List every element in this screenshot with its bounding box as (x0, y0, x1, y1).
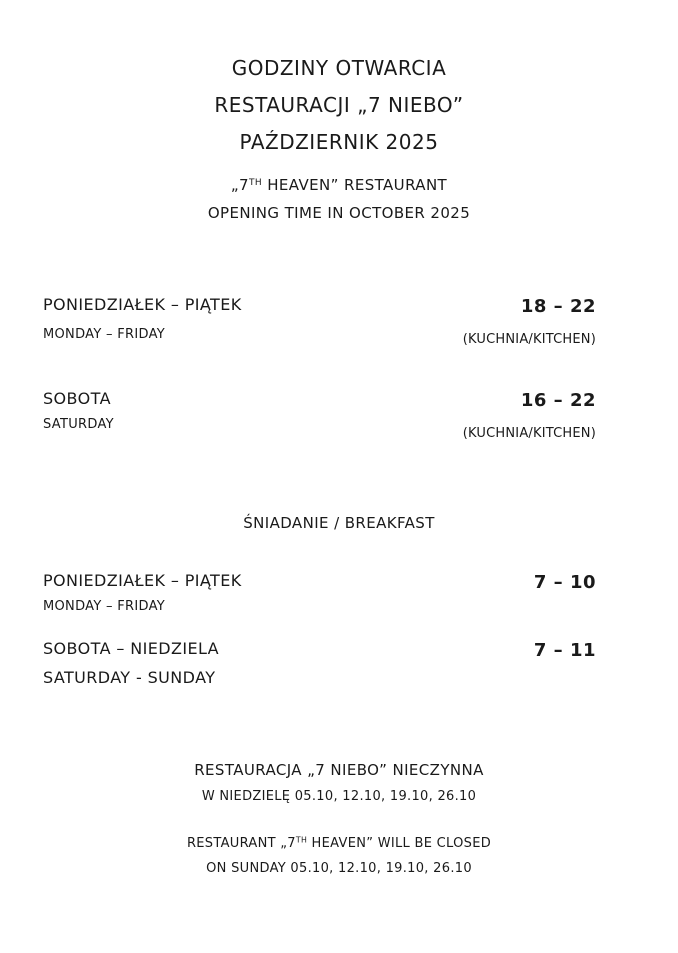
closed-notice-en-prefix: RESTAURANT „7 (186, 836, 296, 851)
subtitle-line-2: OPENING TIME IN OCTOBER 2025 (207, 204, 471, 222)
subtitle-suffix: HEAVEN” RESTAURANT (262, 176, 448, 194)
weekday-hours: 18 – 22 (520, 296, 596, 317)
breakfast-weekday-hours: 7 – 10 (533, 572, 596, 593)
closed-notice-en-line-1 (0, 836, 678, 851)
saturday-hours: 16 – 22 (520, 390, 596, 411)
title-line-2: RESTAURACJI „7 NIEBO” (214, 93, 464, 117)
breakfast-weekday-label-en: MONDAY – FRIDAY (43, 599, 165, 614)
closed-notice-pl-line-2: W NIEDZIELĘ 05.10, 12.10, 19.10, 26.10 (201, 789, 477, 804)
saturday-kitchen-note: (KUCHNIA/KITCHEN) (462, 426, 596, 441)
breakfast-weekday-label-pl: PONIEDZIAŁEK – PIĄTEK (43, 571, 242, 590)
weekday-label-pl: PONIEDZIAŁEK – PIĄTEK (43, 295, 242, 314)
saturday-label-en: SATURDAY (43, 417, 114, 432)
breakfast-weekend-label-en: SATURDAY - SUNDAY (43, 668, 216, 687)
subtitle-superscript: TH (249, 178, 263, 189)
subtitle-line-1 (0, 176, 678, 194)
breakfast-weekend-label-pl: SOBOTA – NIEDZIELA (43, 639, 220, 658)
closed-notice-pl-line-1: RESTAURACJA „7 NIEBO” NIECZYNNA (194, 761, 484, 779)
saturday-label-pl: SOBOTA (43, 389, 111, 408)
breakfast-title: ŚNIADANIE / BREAKFAST (243, 514, 435, 532)
title-line-3: PAŹDZIERNIK 2025 (239, 130, 439, 154)
closed-notice-en-suffix: HEAVEN” WILL BE CLOSED (307, 836, 492, 851)
closed-notice-en-line-2: ON SUNDAY 05.10, 12.10, 19.10, 26.10 (206, 861, 472, 876)
weekday-kitchen-note: (KUCHNIA/KITCHEN) (462, 332, 596, 347)
breakfast-weekend-hours: 7 – 11 (533, 640, 596, 661)
title-line-1: GODZINY OTWARCIA (231, 56, 447, 80)
closed-notice-en-superscript: TH (295, 835, 308, 845)
subtitle-prefix: „7 (230, 176, 249, 194)
weekday-label-en: MONDAY – FRIDAY (43, 327, 165, 342)
